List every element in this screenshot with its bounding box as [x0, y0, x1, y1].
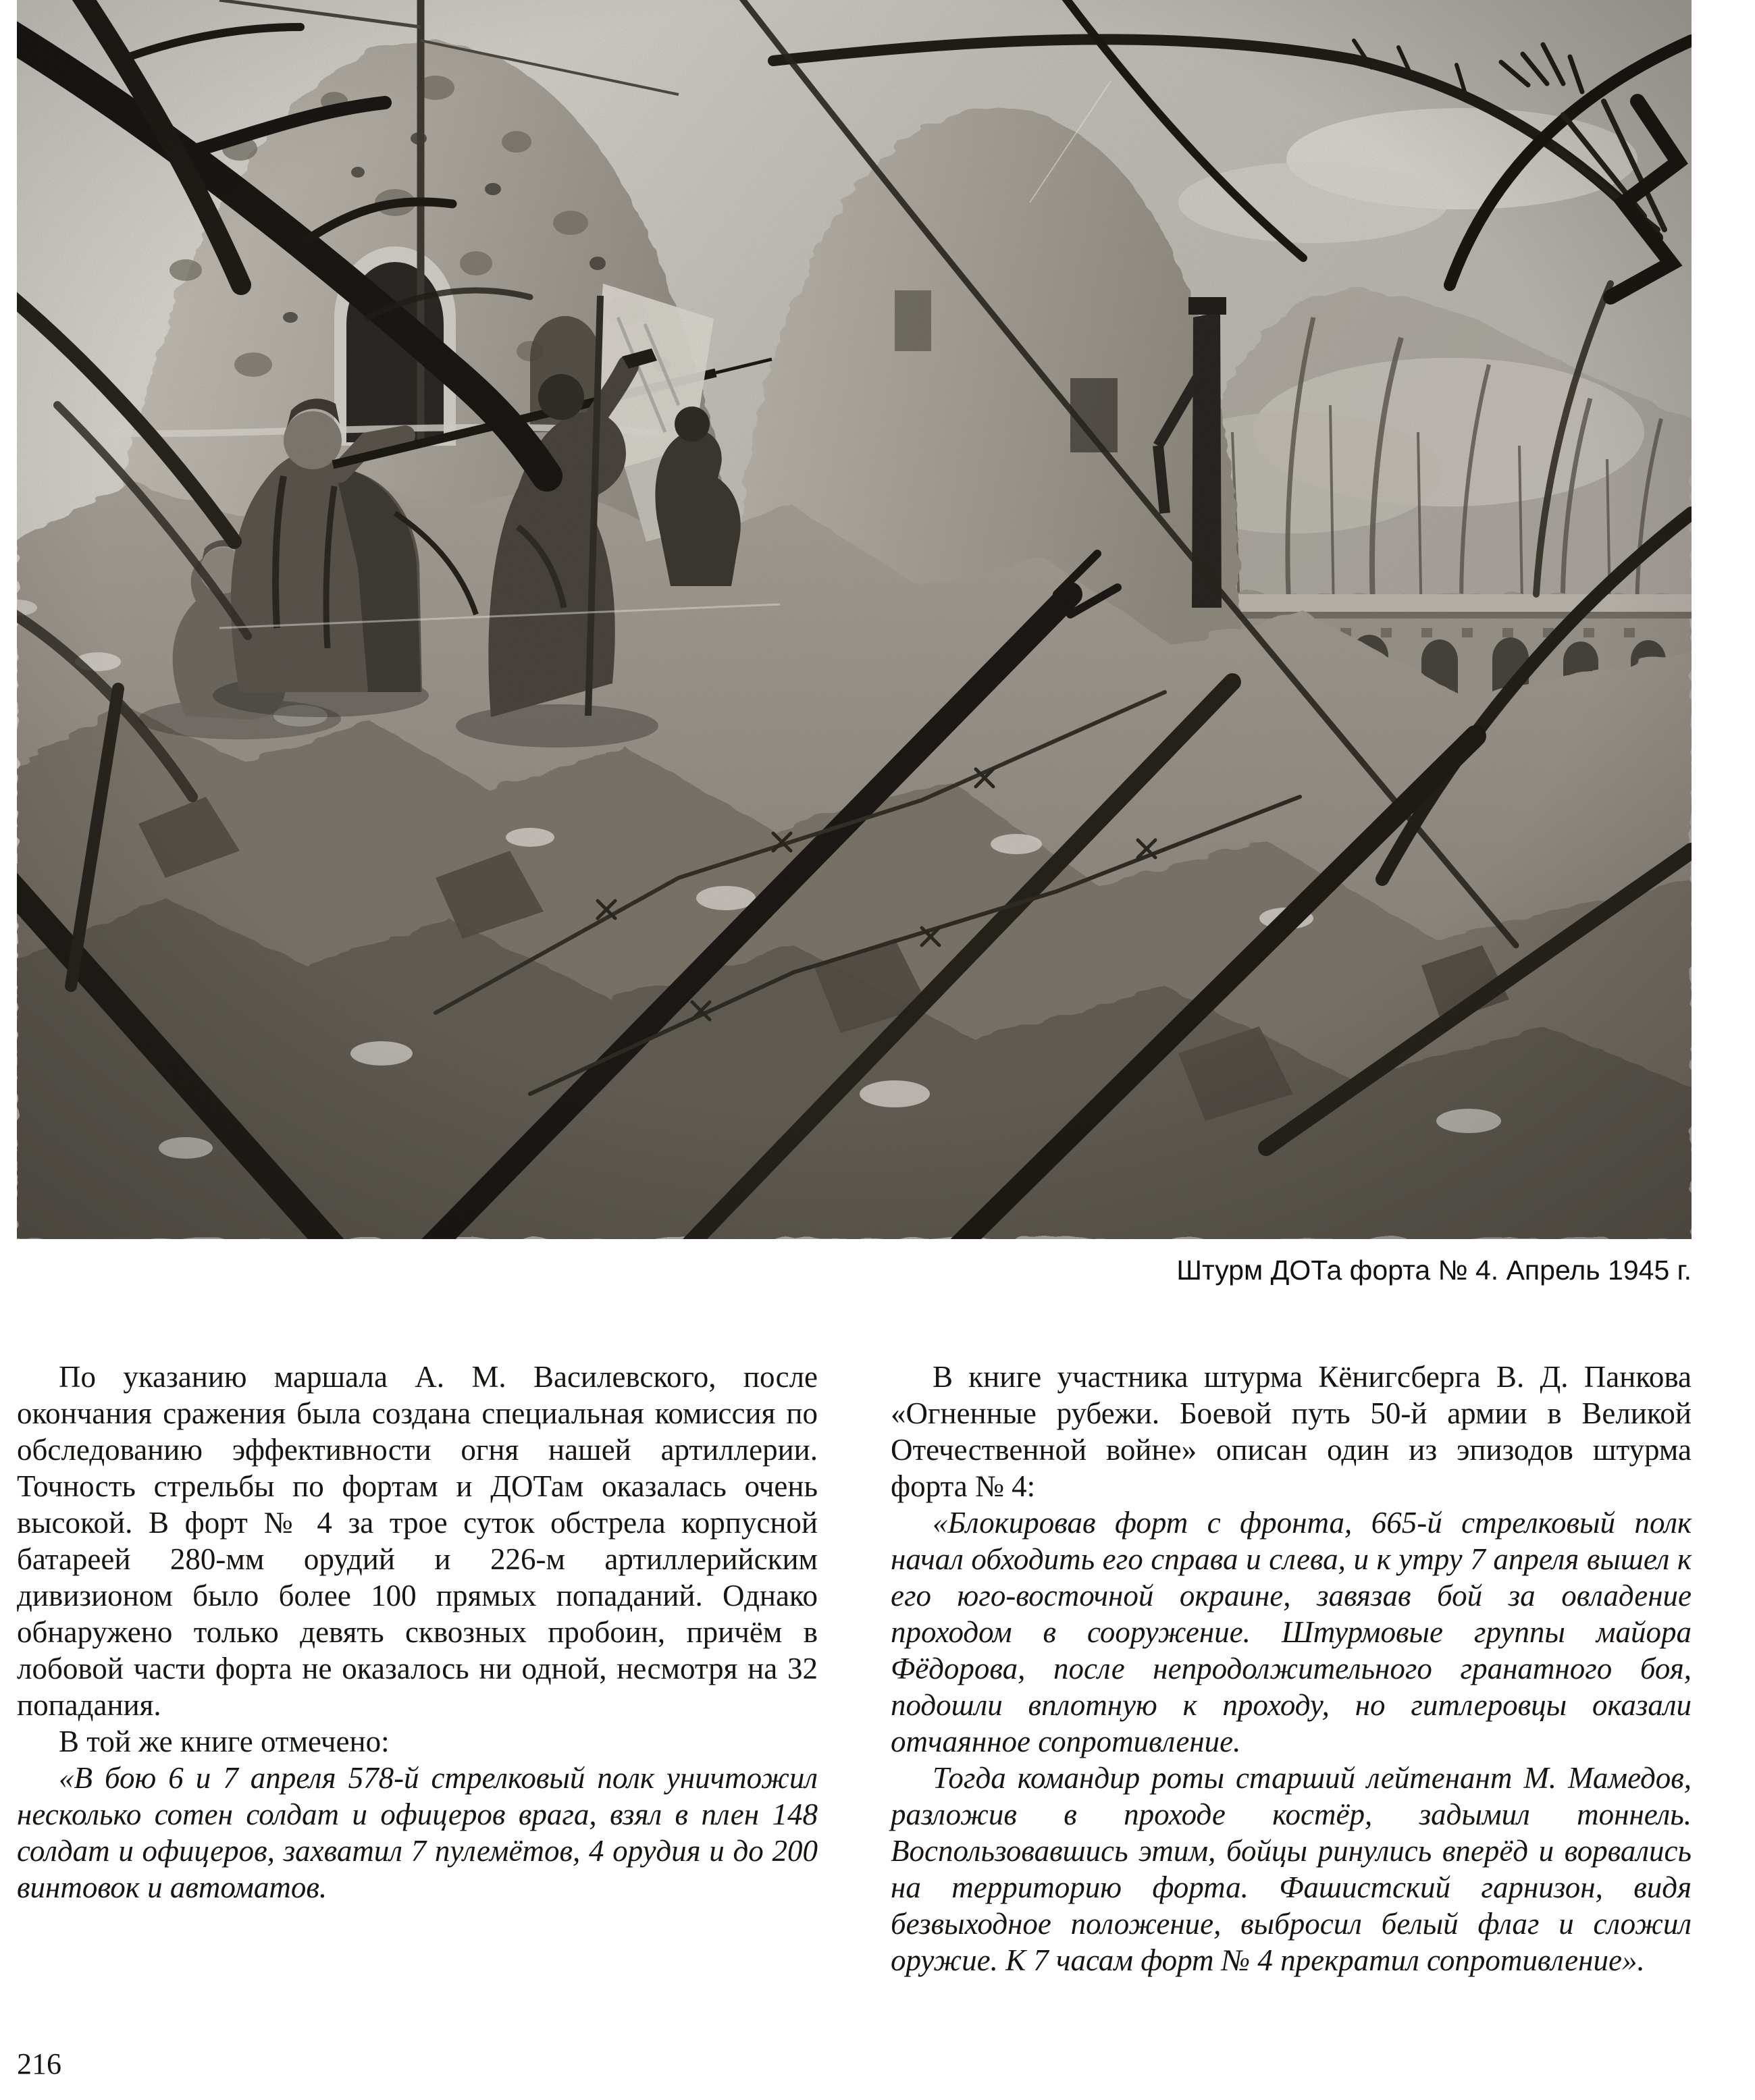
right-column — [891, 1359, 1692, 1978]
paragraph-quote-blockade: «Блокировав форт с фронта, 665-й стрелковый полк начал обходить его справа и слева, и к утру 7 апреля вышел к его юго-восточной окраине, завязав бой за овладение проходом в сооружение. Штурмовые группы майора Фёдорова, после непродолжительного гранатного боя, подошли вплотную к проходу, но гитлеровцы оказали отчаянное сопротивление. — [891, 1506, 1692, 1758]
paragraph-commission: По указанию маршала А. М. Василевского, после окончания сражения была создана специальная комиссия по обследованию эффективности огня нашей артиллерии. Точность стрельбы по фортам и ДОТам оказалась очень высокой. В форт № 4 за трое суток обстрела корпусной батареей 280-мм орудий и 226-м артиллерийским дивизионом было более 100 прямых попаданий. Однако обнаружено только девять сквозных пробоин, причём в лобовой части форта не оказалось ни одной, несмотря на 32 попадания. — [17, 1360, 818, 1722]
paragraph-book-note-lead: В той же книге отмечено: — [59, 1725, 390, 1758]
paragraph-quote-mamedov: Тогда командир роты старший лейтенант М. Мамедов, разложив в проходе костёр, задымил тоннель. Воспользовавшись этим, бойцы ринулись вперёд и ворвались на территорию форта. Фашистский гарнизон, видя безвыходное положение, выбросил белый флаг и сложил оружие. К 7 часам форт № 4 прекратил сопротивление». — [891, 1761, 1692, 1977]
left-column — [17, 1359, 818, 1978]
page-number: 216 — [17, 2047, 61, 2080]
fort-assault-photo — [17, 0, 1692, 1239]
photo-artifacts — [17, 0, 1692, 1239]
photo-caption: Штурм ДОТа форта № 4. Апрель 1945 г. — [1176, 1255, 1692, 1286]
fort-assault-photo-art — [17, 0, 1692, 1239]
paragraph-pankov-book: В книге участника штурма Кёнигсберга В. Д. Панкова «Огненные рубежи. Боевой путь 50-й армии в Великой Отечественной войне» описан один из эпизодов штурма форта № 4: — [891, 1360, 1692, 1503]
article-columns — [17, 1359, 1692, 1978]
paragraph-quote-regiment-578: «В бою 6 и 7 апреля 578-й стрелковый полк уничтожил несколько сотен солдат и офицеров врага, взял в плен 148 солдат и офицеров, захватил 7 пулемётов, 4 орудия и до 200 винтовок и автоматов. — [17, 1761, 818, 1904]
